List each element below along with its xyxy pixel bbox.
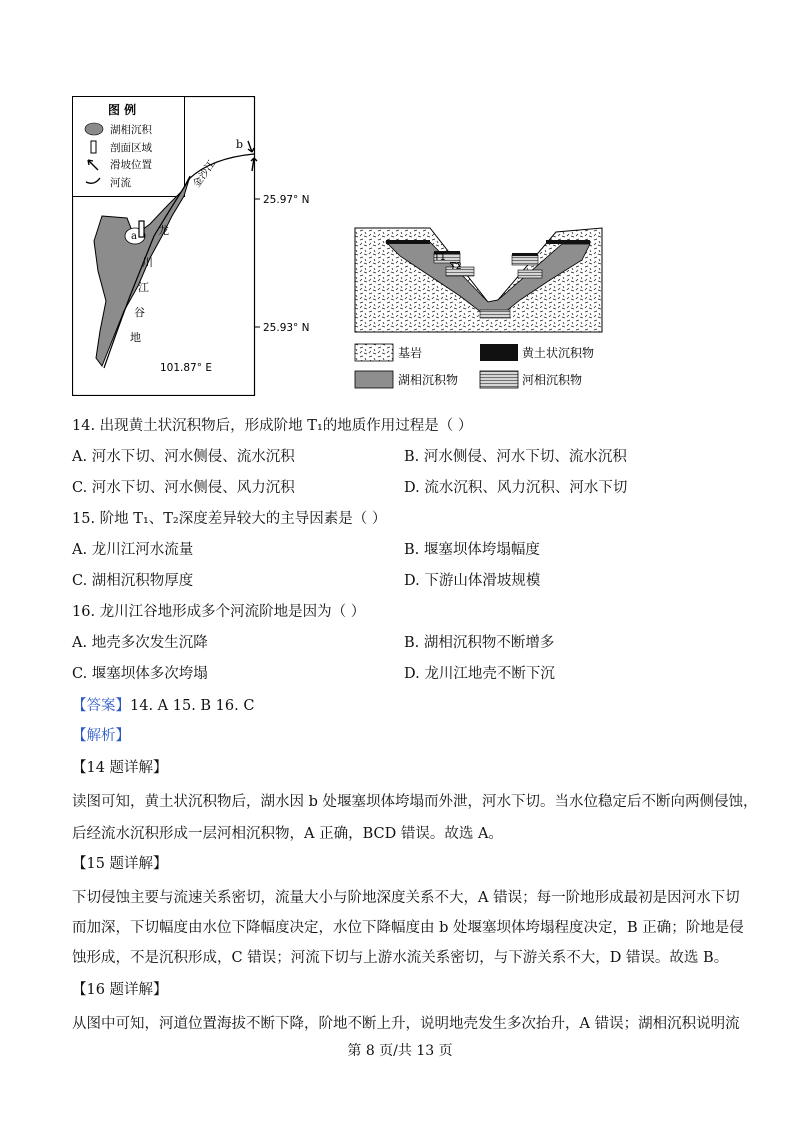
profile-legend-item: 基岩 bbox=[398, 346, 423, 360]
option: C. 湖相沉积物厚度 bbox=[72, 573, 194, 589]
lon-label: 101.87° E bbox=[160, 362, 212, 374]
valley-char: 川 bbox=[142, 256, 153, 269]
question-16-stem: 16. 龙川江谷地形成多个河流阶地是因为（ ） bbox=[72, 604, 366, 620]
option: D. 流水沉积、风力沉积、河水下切 bbox=[404, 480, 628, 496]
explain-line: 后经流水沉积形成一层河相沉积物，A 正确，BCD 错误。故选 A。 bbox=[72, 826, 503, 842]
page-footer: 第 8 页/共 13 页 bbox=[347, 1043, 453, 1059]
lake-sediment-icon bbox=[85, 123, 103, 135]
option: B. 河水侧侵、河水下切、流水沉积 bbox=[404, 449, 627, 465]
question-14-stem: 14. 出现黄土状沉积物后，形成阶地 T₁的地质作用过程是（ ） bbox=[72, 418, 473, 434]
explain-line: 下切侵蚀主要与流速关系密切，流量大小与阶地深度关系不大，A 错误；每一阶地形成最初是因河水下切 bbox=[72, 890, 740, 906]
bedrock-swatch bbox=[355, 344, 393, 361]
lat-label-1: 25.97° N bbox=[263, 194, 310, 206]
answer-label: 【答案】 bbox=[72, 698, 130, 714]
profile-legend-item: 黄土状沉积物 bbox=[522, 346, 595, 360]
option: A. 龙川江河水流量 bbox=[72, 542, 194, 558]
valley-char: 龙 bbox=[158, 224, 169, 237]
option: A. 地壳多次发生沉降 bbox=[72, 635, 208, 651]
legend-item: 湖相沉积 bbox=[110, 124, 152, 136]
explain-line: 从图中可知，河道位置海拔不断下降，阶地不断上升，说明地壳发生多次抬升，A 错误；湖相沉积说明流 bbox=[72, 1016, 740, 1032]
explain-15-heading: 【15 题详解】 bbox=[72, 856, 168, 872]
t2-label: T2 bbox=[450, 261, 462, 272]
profile-legend-item: 湖相沉积物 bbox=[398, 373, 459, 387]
explain-16-heading: 【16 题详解】 bbox=[72, 982, 168, 998]
option: D. 龙川江地壳不断下沉 bbox=[404, 666, 555, 682]
loess-swatch bbox=[480, 344, 518, 361]
lake-swatch bbox=[355, 371, 393, 388]
answer-text: 14. A 15. B 16. C bbox=[130, 698, 255, 714]
option: B. 堰塞坝体垮塌幅度 bbox=[404, 542, 540, 558]
explain-14-heading: 【14 题详解】 bbox=[72, 760, 168, 776]
question-15-stem: 15. 阶地 T₁、T₂深度差异较大的主导因素是（ ） bbox=[72, 511, 387, 527]
profile-area-icon bbox=[91, 141, 96, 153]
analysis-label: 【解析】 bbox=[72, 728, 130, 744]
lat-label-2: 25.93° N bbox=[263, 322, 310, 334]
fluvial-swatch bbox=[480, 371, 518, 388]
t1-label: T1 bbox=[434, 252, 446, 263]
jinsha-label: 金沙江 bbox=[191, 158, 218, 190]
terrace-profile bbox=[350, 220, 640, 395]
point-a-label: a bbox=[131, 231, 137, 242]
option: B. 湖相沉积物不断增多 bbox=[404, 635, 555, 651]
legend-item: 河流 bbox=[110, 177, 131, 189]
valley-char: 江 bbox=[138, 281, 149, 294]
lake-sediment-area bbox=[94, 176, 190, 366]
option: A. 河水下切、河水侧侵、流水沉积 bbox=[72, 449, 295, 465]
location-map bbox=[72, 96, 372, 396]
option: C. 河水下切、河水侧侵、风力沉积 bbox=[72, 480, 295, 496]
explain-line: 读图可知，黄土状沉积物后，湖水因 b 处堰塞坝体垮塌而外泄，河水下切。当水位稳定后不断向两侧侵蚀， bbox=[72, 794, 758, 810]
profile-legend-item: 河相沉积物 bbox=[522, 373, 583, 387]
profile-marker bbox=[139, 221, 144, 237]
legend-item: 剖面区域 bbox=[110, 142, 152, 154]
answer-line bbox=[72, 694, 254, 715]
legend-title: 图 例 bbox=[108, 103, 137, 117]
valley-char: 地 bbox=[130, 331, 141, 344]
valley-char: 谷 bbox=[134, 306, 145, 319]
legend-item: 滑坡位置 bbox=[110, 159, 152, 171]
option: C. 堰塞坝体多次垮塌 bbox=[72, 666, 208, 682]
option: D. 下游山体滑坡规模 bbox=[404, 573, 541, 589]
point-b-label: b bbox=[236, 138, 244, 151]
explain-line: 而加深，下切幅度由水位下降幅度决定，水位下降幅度由 b 处堰塞坝体垮塌程度决定，B 正确；阶地是侵 bbox=[72, 920, 744, 936]
explain-line: 蚀形成，不是沉积形成，C 错误；河流下切与上游水流关系密切，与下游关系不大，D 错误。故选 B。 bbox=[72, 950, 729, 966]
